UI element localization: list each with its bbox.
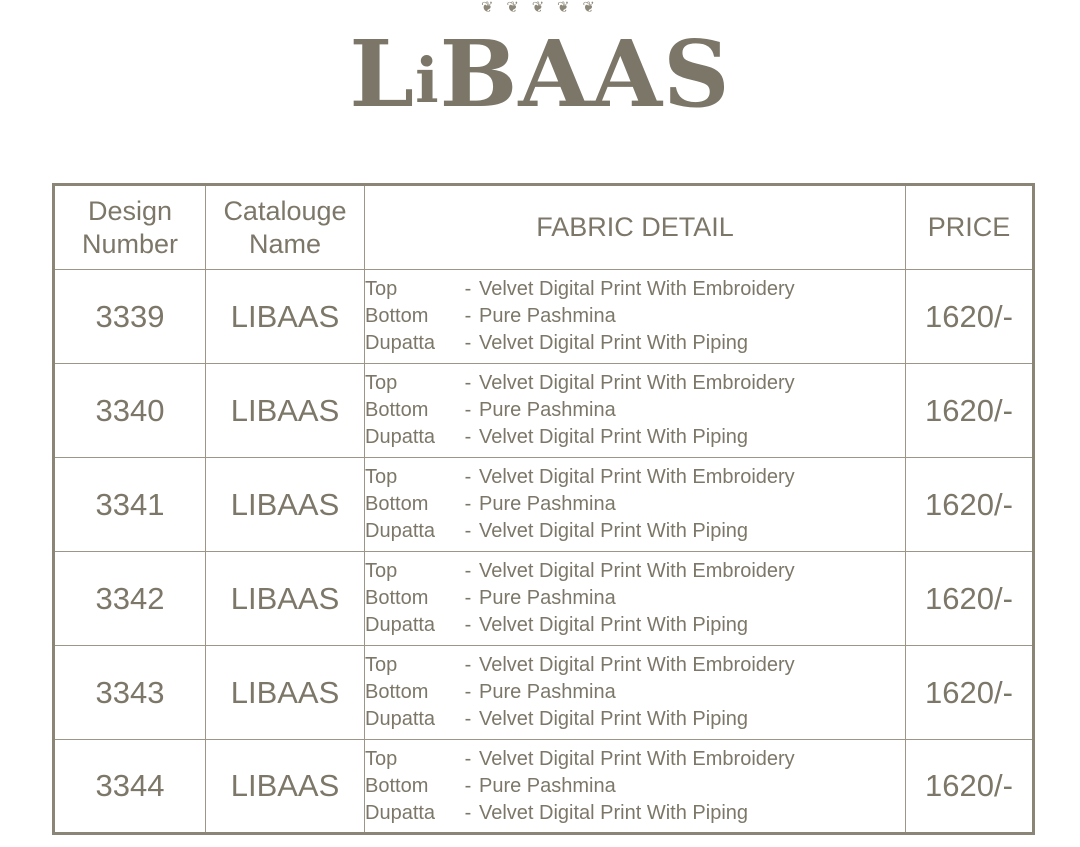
fabric-label-bottom: Bottom xyxy=(365,681,429,703)
fabric-dash: - xyxy=(464,654,472,676)
fabric-dash: - xyxy=(464,801,472,824)
table-row xyxy=(54,270,1034,364)
cell-catalogue-name: LIBAAS xyxy=(206,364,365,458)
fabric-value-top: Velvet Digital Print With Embroidery xyxy=(479,372,795,394)
cell-design-number: 3341 xyxy=(54,458,206,552)
fabric-label-bottom: Bottom xyxy=(365,493,429,515)
catalog-table xyxy=(52,183,1035,835)
fabric-label-dupatta: Dupatta xyxy=(365,520,436,542)
fabric-dash: - xyxy=(464,399,472,421)
table-header xyxy=(54,185,1034,270)
catalog-table-container xyxy=(52,183,1028,835)
design-number-line-1: Design xyxy=(87,195,173,226)
table-row xyxy=(54,646,1034,740)
cell-price: 1620/- xyxy=(906,364,1034,458)
cell-fabric-detail xyxy=(365,270,906,364)
fabric-value-top: Velvet Digital Print With Embroidery xyxy=(479,654,795,676)
fabric-value-dupatta: Velvet Digital Print With Piping xyxy=(479,520,749,542)
fabric-dash: - xyxy=(464,774,472,797)
cell-fabric-detail xyxy=(365,552,906,646)
fabric-dash: - xyxy=(464,305,472,327)
fabric-dash: - xyxy=(464,426,472,448)
fabric-value-dupatta: Velvet Digital Print With Piping xyxy=(479,332,749,354)
fabric-line-dupatta xyxy=(365,800,905,827)
fabric-line-bottom xyxy=(365,303,905,330)
fabric-value-bottom: Pure Pashmina xyxy=(479,493,616,515)
fabric-dash: - xyxy=(464,587,472,609)
cell-design-number: 3339 xyxy=(54,270,206,364)
fabric-dash: - xyxy=(464,493,472,515)
fabric-value-dupatta: Velvet Digital Print With Piping xyxy=(479,801,749,824)
fabric-label-dupatta: Dupatta xyxy=(365,708,436,730)
fabric-value-top: Velvet Digital Print With Embroidery xyxy=(479,278,795,300)
fabric-line-dupatta xyxy=(365,612,905,639)
cell-design-number: 3342 xyxy=(54,552,206,646)
column-header-design-number xyxy=(54,185,206,270)
cell-fabric-detail xyxy=(365,740,906,834)
fabric-line-bottom xyxy=(365,397,905,424)
fabric-line-top xyxy=(365,276,905,303)
fabric-label-bottom: Bottom xyxy=(365,305,429,327)
table-header-row xyxy=(54,185,1034,270)
fabric-line-top xyxy=(365,464,905,491)
fabric-dash: - xyxy=(464,520,472,542)
fabric-line-top xyxy=(365,652,905,679)
fabric-dash: - xyxy=(464,466,472,488)
catalogue-name-line-1: Catalouge xyxy=(223,195,347,226)
fabric-label-top: Top xyxy=(365,466,398,488)
cell-design-number: 3340 xyxy=(54,364,206,458)
brand-header xyxy=(0,0,1080,170)
fabric-line-dupatta xyxy=(365,424,905,451)
fabric-value-bottom: Pure Pashmina xyxy=(479,681,616,703)
fabric-label-top: Top xyxy=(365,747,398,770)
cell-design-number: 3344 xyxy=(54,740,206,834)
fabric-dash: - xyxy=(464,614,472,636)
catalogue-name-line-2: Name xyxy=(248,228,322,259)
cell-catalogue-name: LIBAAS xyxy=(206,552,365,646)
fabric-dash: - xyxy=(464,278,472,300)
table-row xyxy=(54,364,1034,458)
fabric-line-dupatta xyxy=(365,706,905,733)
fabric-label-dupatta: Dupatta xyxy=(365,426,436,448)
cell-catalogue-name: LIBAAS xyxy=(206,270,365,364)
cell-fabric-detail xyxy=(365,646,906,740)
fabric-value-top: Velvet Digital Print With Embroidery xyxy=(479,560,795,582)
brand-letter-i: i xyxy=(415,44,440,117)
fabric-line-bottom xyxy=(365,585,905,612)
fabric-value-dupatta: Velvet Digital Print With Piping xyxy=(479,614,749,636)
fabric-dash: - xyxy=(464,681,472,703)
fabric-label-bottom: Bottom xyxy=(365,774,429,797)
fabric-value-top: Velvet Digital Print With Embroidery xyxy=(479,466,795,488)
fabric-label-bottom: Bottom xyxy=(365,587,429,609)
cell-price: 1620/- xyxy=(906,458,1034,552)
fabric-label-top: Top xyxy=(365,654,398,676)
fabric-line-bottom xyxy=(365,679,905,706)
brand-letters-baas: BAAS xyxy=(439,20,731,128)
fabric-label-bottom: Bottom xyxy=(365,399,429,421)
brand-logo-text xyxy=(0,22,1080,137)
fabric-value-bottom: Pure Pashmina xyxy=(479,399,616,421)
fabric-line-dupatta xyxy=(365,518,905,545)
brand-letter-l: L xyxy=(349,20,416,128)
design-number-line-2: Number xyxy=(81,228,179,259)
cell-design-number: 3343 xyxy=(54,646,206,740)
cell-catalogue-name: LIBAAS xyxy=(206,646,365,740)
cell-price: 1620/- xyxy=(906,552,1034,646)
table-body xyxy=(54,270,1034,834)
cell-price: 1620/- xyxy=(906,270,1034,364)
fabric-line-bottom xyxy=(365,491,905,518)
ornament-divider: ❦ ❦ ❦ ❦ ❦ xyxy=(481,0,599,16)
column-header-fabric-detail: FABRIC DETAIL xyxy=(365,185,906,270)
fabric-line-bottom xyxy=(365,773,905,800)
fabric-label-dupatta: Dupatta xyxy=(365,332,436,354)
fabric-label-dupatta: Dupatta xyxy=(365,801,436,824)
fabric-dash: - xyxy=(464,332,472,354)
fabric-value-dupatta: Velvet Digital Print With Piping xyxy=(479,708,749,730)
cell-price: 1620/- xyxy=(906,740,1034,834)
fabric-label-dupatta: Dupatta xyxy=(365,614,436,636)
fabric-line-dupatta xyxy=(365,330,905,357)
fabric-label-top: Top xyxy=(365,560,398,582)
fabric-label-top: Top xyxy=(365,278,398,300)
fabric-value-dupatta: Velvet Digital Print With Piping xyxy=(479,426,749,448)
fabric-dash: - xyxy=(464,708,472,730)
fabric-dash: - xyxy=(464,560,472,582)
fabric-line-top xyxy=(365,558,905,585)
cell-catalogue-name: LIBAAS xyxy=(206,740,365,834)
table-row xyxy=(54,552,1034,646)
cell-fabric-detail xyxy=(365,364,906,458)
table-row xyxy=(54,740,1034,834)
column-header-catalogue-name xyxy=(206,185,365,270)
cell-catalogue-name: LIBAAS xyxy=(206,458,365,552)
fabric-label-top: Top xyxy=(365,372,398,394)
fabric-value-bottom: Pure Pashmina xyxy=(479,587,616,609)
column-header-price: PRICE xyxy=(906,185,1034,270)
cell-fabric-detail xyxy=(365,458,906,552)
fabric-value-bottom: Pure Pashmina xyxy=(479,774,616,797)
cell-price: 1620/- xyxy=(906,646,1034,740)
fabric-line-top xyxy=(365,746,905,773)
table-row xyxy=(54,458,1034,552)
fabric-dash: - xyxy=(464,372,472,394)
fabric-line-top xyxy=(365,370,905,397)
fabric-dash: - xyxy=(464,747,472,770)
fabric-value-bottom: Pure Pashmina xyxy=(479,305,616,327)
fabric-value-top: Velvet Digital Print With Embroidery xyxy=(479,747,795,770)
